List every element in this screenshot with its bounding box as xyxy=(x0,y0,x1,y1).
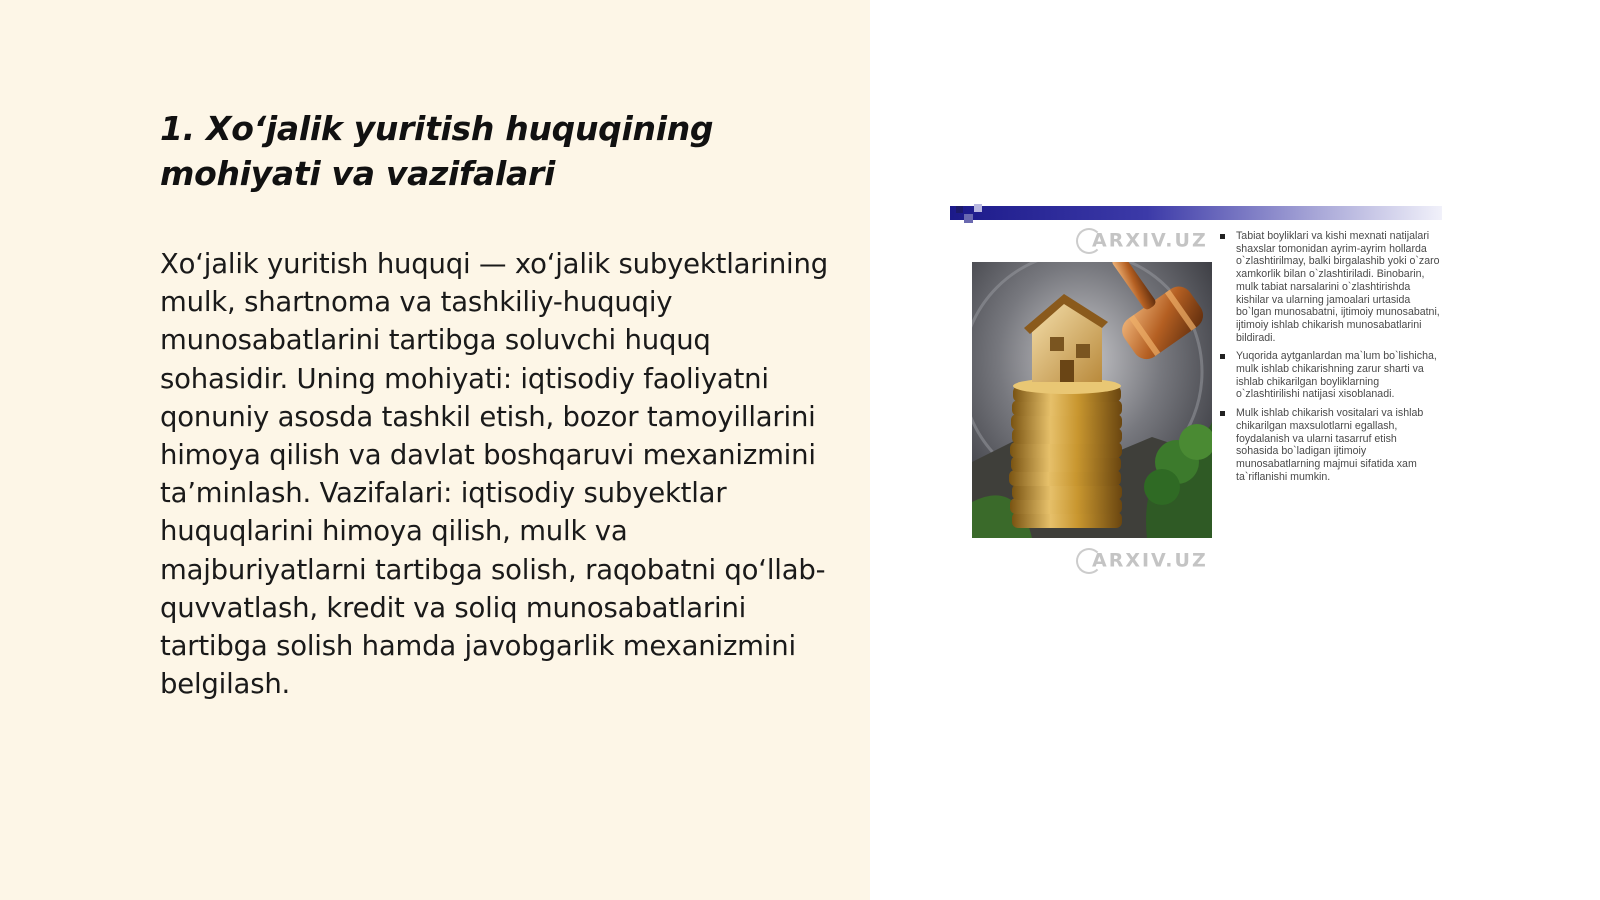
watermark-top: ARXIV.UZ xyxy=(1076,228,1208,254)
slide-body-text: Xo‘jalik yuritish huquqi — xo‘jalik subyektlarining mulk, shartnoma va tashkiliy-huquqiy munosabatlarini tartibga soluvchi huquq sohasidir. Uning mohiyati: iqtisodiy faoliyatni qonuniy asosda tashkil etish, bozor tamoyillarini himoya qilish va davlat boshqaruvi mexanizmini ta’minlash. Vazifalari: iqtisodiy subyektlar huquqlarini himoya qilish, mulk va majburiyatlarni tartibga solish, raqobatni qo‘llab-quvvatlash, kredit va soliq munosabatlarini tartibga solish hamda javobgarlik mexanizmini belgilash. xyxy=(160,248,828,701)
embedded-bullet-item: Tabiat boyliklari va kishi mexnati natijalari shaxslar tomonidan ayrim-ayrim hollarda o`zlashtirilmay, balki birgalashib yoki o`zaro xamkorlik bilan o`zlashtiriladi. Binobarin, mulk tabiat narsalarini o`zlashtirishda kishilar va ularning jamoalari urtasida bo`lgan munosabatni, ijtimoiy munosabatni, ijtimoiy ishlab chikarish munosabatlarini bildiradi. xyxy=(1218,230,1442,344)
slide-title: 1. Xo‘jalik yuritish huquqining mohiyati va vazifalari xyxy=(160,109,714,193)
slide-header-bar xyxy=(950,206,1442,220)
embedded-bullet-list xyxy=(1218,230,1442,489)
embedded-slide-image xyxy=(950,200,1450,580)
coins-house-gavel-photo xyxy=(972,262,1212,538)
embedded-bullet-item: Yuqorida aytganlardan ma`lum bo`lishicha, mulk ishlab chikarishning zarur sharti va ishlab chikarilgan boyliklarning o`zlashtirilishi natijasi xisoblanadi. xyxy=(1218,350,1442,401)
watermark-bottom: ARXIV.UZ xyxy=(1076,548,1208,574)
embedded-bullet-item: Mulk ishlab chikarish vositalari va ishlab chikarilgan maxsulotlarni egallash, foydalanish va ularni tasarruf etish sohasida bo`ladigan ijtimoiy munosabatlarning majmui sifatida xam ta`riflanishi mumkin. xyxy=(1218,407,1442,483)
slide-corner-squares xyxy=(950,200,990,226)
